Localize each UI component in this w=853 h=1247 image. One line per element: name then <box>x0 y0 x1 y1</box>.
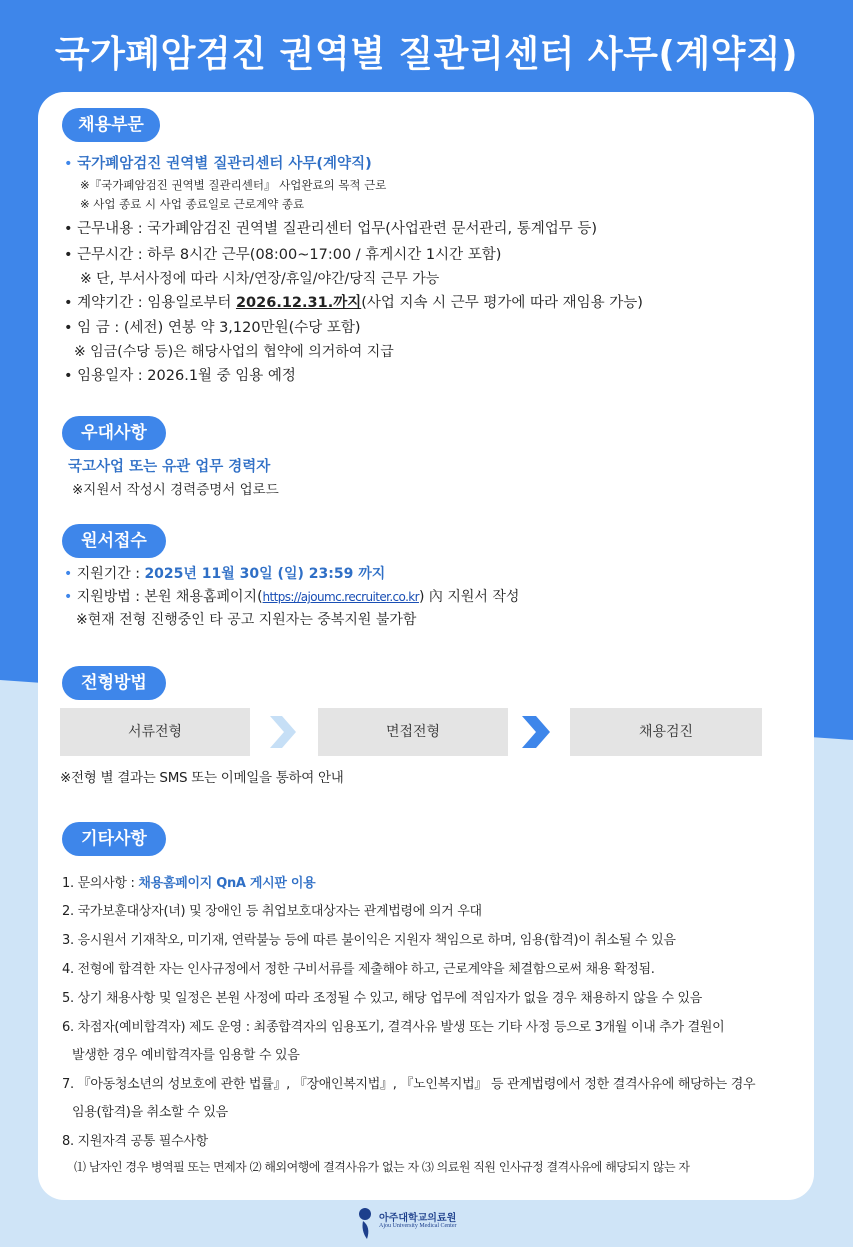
other-item-8: 8. 지원자격 공통 필수사항 <box>62 1134 208 1149</box>
section-header-process: 전형방법 <box>62 666 166 700</box>
hiring-pay-text: 임 금 : (세전) 연봉 약 3,120만원(수당 포함) <box>77 320 361 336</box>
process-step-interview: 면접전형 <box>318 708 508 756</box>
other-item-1-highlight: 채용홈페이지 QnA 게시판 이용 <box>138 876 316 891</box>
hiring-hours-note: ※ 단, 부서사정에 따라 시차/연장/휴일/야간/당직 근무 가능 <box>80 271 440 287</box>
logo-name: 아주대학교의료원 <box>379 1213 457 1224</box>
hiring-period-date: 2026.12.31.까지 <box>235 295 362 311</box>
application-deadline: • 지원기간 : 2025년 11월 30일 (일) 23:59 까지 <box>64 566 386 582</box>
hiring-start: • 임용일자 : 2026.1월 중 임용 예정 <box>64 368 296 384</box>
hiring-note1: ※『국가폐암검진 권역별 질관리센터』 사업완료의 목적 근로 <box>80 178 387 192</box>
process-step-document: 서류전형 <box>60 708 250 756</box>
section-header-hiring: 채용부문 <box>62 108 160 142</box>
recruit-site-link[interactable]: https://ajoumc.recruiter.co.kr <box>262 590 419 604</box>
chevron-right-icon <box>268 714 298 750</box>
other-item-3: 3. 응시원서 기재착오, 미기재, 연락불능 등에 따른 불이익은 지원자 책임으로 하며, 임용(합격)이 취소될 수 있음 <box>62 933 676 948</box>
hiring-hours-text: 근무시간 : 하루 8시간 근무(08:00~17:00 / 휴게시간 1시간 포함) <box>77 247 502 263</box>
page-title: 국가폐암검진 권역별 질관리센터 사무(계약직) <box>54 34 799 75</box>
other-item-6a: 6. 차점자(예비합격자) 제도 운영 : 최종합격자의 임용포기, 결격사유 발생 또는 기타 사정 등으로 3개월 이내 추가 결원이 <box>62 1020 725 1035</box>
other-item-5: 5. 상기 채용사항 및 일정은 본원 사정에 따라 조정될 수 있고, 해당 업무에 적임자가 없을 경우 채용하지 않을 수 있음 <box>62 991 703 1006</box>
process-note: ※전형 별 결과는 SMS 또는 이메일을 통하여 안내 <box>60 770 344 786</box>
other-item-8-detail: ⑴ 남자인 경우 병역필 또는 면제자 ⑵ 해외여행에 결격사유가 없는 자 ⑶ 의료원 직원 인사규정 결격사유에 해당되지 않는 자 <box>74 1160 690 1174</box>
other-item-6b: 발생한 경우 예비합격자를 임용할 수 있음 <box>72 1048 300 1063</box>
application-note: ※현재 전형 진행중인 타 공고 지원자는 중복지원 불가함 <box>76 612 417 628</box>
other-item-1-label: 1. 문의사항 : <box>62 876 139 891</box>
other-item-4: 4. 전형에 합격한 자는 인사규정에서 정한 구비서류를 제출해야 하고, 근로계약을 체결함으로써 채용 확정됨. <box>62 962 655 977</box>
hiring-period-suffix: (사업 지속 시 근무 평가에 따라 재임용 가능) <box>361 295 643 311</box>
section-header-application: 원서접수 <box>62 524 166 558</box>
hiring-duty: • 근무내용 : 국가폐암검진 권역별 질관리센터 업무(사업관련 문서관리, 통계업무 등) <box>64 221 598 237</box>
hiring-position: • 국가폐암검진 권역별 질관리센터 사무(계약직) <box>64 156 372 172</box>
hiring-start-text: 임용일자 : 2026.1월 중 임용 예정 <box>77 368 296 384</box>
hiring-period: • 계약기간 : 임용일로부터 2026.12.31.까지(사업 지속 시 근무 평가에 따라 재임용 가능) <box>64 295 643 311</box>
other-item-2: 2. 국가보훈대상자(녀) 및 장애인 등 취업보호대상자는 관계법령에 의거 우대 <box>62 904 482 919</box>
application-method-label: 지원방법 : 본원 채용홈페이지( <box>76 589 263 605</box>
section-header-other: 기타사항 <box>62 822 166 856</box>
hiring-note2: ※ 사업 종료 시 사업 종료일로 근로계약 종료 <box>80 197 305 211</box>
hiring-pay: • 임 금 : (세전) 연봉 약 3,120만원(수당 포함) <box>64 320 361 336</box>
section-header-preference: 우대사항 <box>62 416 166 450</box>
application-method-suffix: ) 內 지원서 작성 <box>418 589 520 605</box>
preference-note: ※지원서 작성시 경력증명서 업로드 <box>72 482 279 498</box>
process-step-checkup: 채용검진 <box>570 708 762 756</box>
application-deadline-label: 지원기간 : <box>76 566 145 582</box>
other-item-7b: 임용(합격)을 취소할 수 있음 <box>72 1105 228 1120</box>
application-deadline-value: 2025년 11월 30일 (일) 23:59 까지 <box>144 566 386 582</box>
hiring-hours: • 근무시간 : 하루 8시간 근무(08:00~17:00 / 휴게시간 1시간 포함) <box>64 247 502 263</box>
application-method: • 지원방법 : 본원 채용홈페이지(https://ajoumc.recruiter.co.kr) 內 지원서 작성 <box>64 589 520 605</box>
logo-mark-icon <box>357 1205 377 1241</box>
hiring-duty-text: 근무내용 : 국가폐암검진 권역별 질관리센터 업무(사업관련 문서관리, 통계업무 등) <box>77 221 598 237</box>
other-item-7a: 7. 『아동청소년의 성보호에 관한 법률』, 『장애인복지법』, 『노인복지법』 등 관계법령에서 정한 결격사유에 해당하는 경우 <box>62 1077 756 1092</box>
hiring-pay-note: ※ 임금(수당 등)은 해당사업의 협약에 의거하여 지급 <box>74 344 394 360</box>
other-item-1 <box>62 872 315 891</box>
logo-name-en: Ajou University Medical Center <box>379 1223 457 1229</box>
hiring-period-prefix: 계약기간 : 임용일로부터 <box>77 295 236 311</box>
preference-main: 국고사업 또는 유관 업무 경력자 <box>68 459 271 475</box>
hiring-position-text: 국가폐암검진 권역별 질관리센터 사무(계약직) <box>77 156 372 172</box>
chevron-right-icon <box>520 714 552 750</box>
